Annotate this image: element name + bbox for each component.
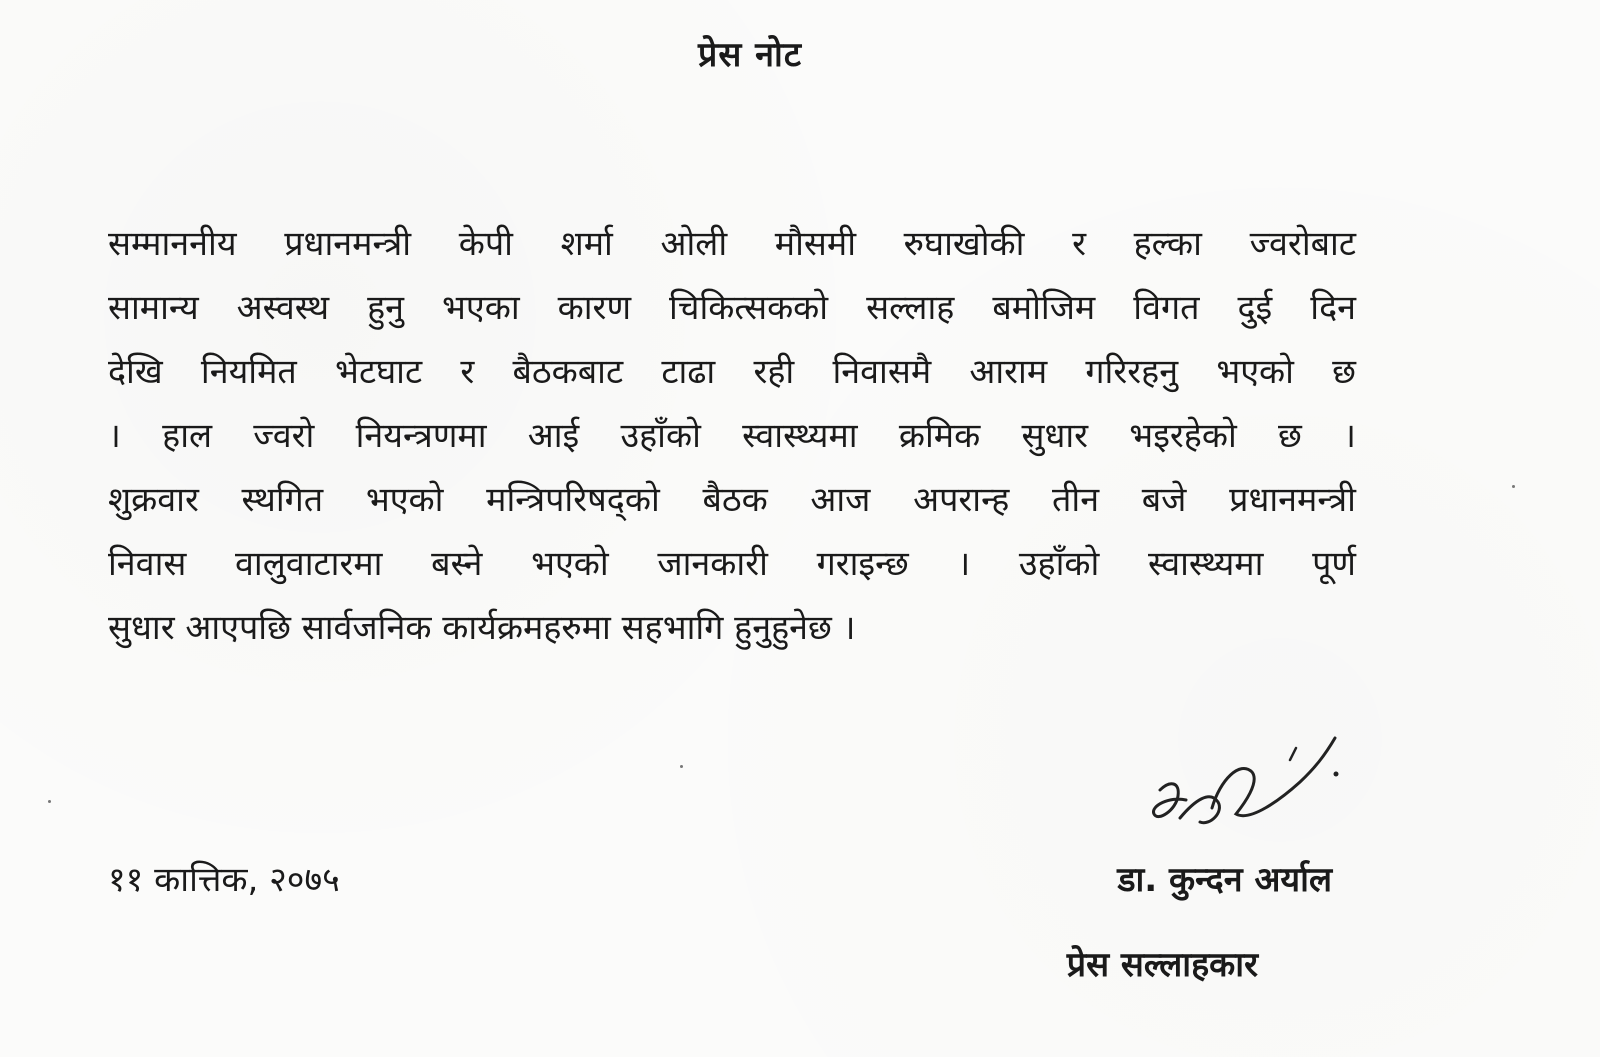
paper-speck (48, 800, 51, 803)
document-date: ११ कात्तिक, २०७५ (108, 860, 340, 900)
body-line: निवास वालुवाटारमा बस्ने भएको जानकारी गराइन्छ । उहाँको स्वास्थ्यमा पूर्ण (108, 544, 1356, 584)
body-line: देखि नियमित भेटघाट र बैठकबाट टाढा रही निवासमै आराम गरिरहनु भएको छ (108, 352, 1356, 392)
body-line: । हाल ज्वरो नियन्त्रणमा आई उहाँको स्वास्थ्यमा क्रमिक सुधार भइरहेको छ । (108, 416, 1356, 456)
body-line: सुधार आएपछि सार्वजनिक कार्यक्रमहरुमा सहभागि हुनुहुनेछ । (108, 608, 856, 648)
signer-role: प्रेस सल्लाहकार (1066, 945, 1258, 985)
body-line: सामान्य अस्वस्थ हुनु भएका कारण चिकित्सकको सल्लाह बमोजिम विगत दुई दिन (108, 288, 1356, 328)
signature-icon (1140, 730, 1350, 860)
press-note-body (108, 212, 1356, 660)
document-title: प्रेस नोट (698, 35, 802, 75)
paper-speck (1512, 485, 1515, 488)
paper-speck (680, 765, 683, 768)
signer-name: डा. कुन्दन अर्याल (1117, 860, 1332, 900)
body-line: सम्माननीय प्रधानमन्त्री केपी शर्मा ओली मौसमी रुघाखोकी र हल्का ज्वरोबाट (108, 224, 1356, 264)
body-line: शुक्रवार स्थगित भएको मन्त्रिपरिषद्को बैठक आज अपरान्ह तीन बजे प्रधानमन्त्री (108, 480, 1356, 520)
